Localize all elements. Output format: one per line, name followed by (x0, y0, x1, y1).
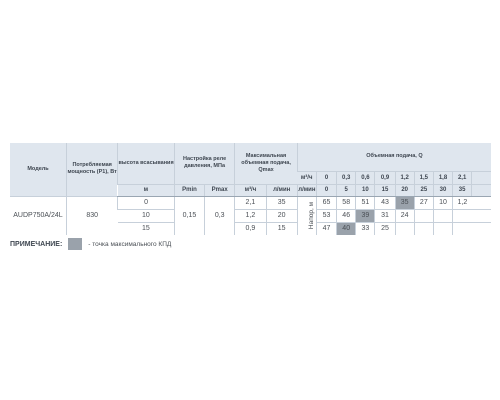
head-cell (395, 222, 414, 235)
head-cell: 1,2 (453, 196, 472, 209)
header-power: Потребляемая мощность (P1), Вт (66, 143, 117, 196)
flow-point-lmin: 5 (337, 184, 356, 196)
note (10, 238, 171, 250)
head-cell: 31 (375, 209, 395, 222)
flow-point-m3h: 1,8 (433, 171, 452, 184)
flow-point-lmin: 10 (356, 184, 375, 196)
suction-cell: 10 (118, 209, 174, 222)
flow-point-m3h: 1,2 (395, 171, 414, 184)
head-cell (433, 222, 452, 235)
head-cell: 51 (356, 196, 375, 209)
flow-point-m3h: 0,9 (375, 171, 395, 184)
head-cell: 53 (316, 209, 336, 222)
flow-point-m3h: 0 (316, 171, 336, 184)
flow-header-spacer (472, 171, 491, 184)
row-spacer (472, 209, 491, 222)
header-qmax: Максимальная объемная подача, Qmax (235, 143, 298, 184)
qmax-lmin-cell: 15 (266, 222, 297, 235)
head-cell: 47 (316, 222, 336, 235)
head-cell: 46 (337, 209, 356, 222)
flow-point-m3h: 0,3 (337, 171, 356, 184)
head-cell: 39 (356, 209, 375, 222)
flow-point-lmin: 30 (433, 184, 452, 196)
header-suction: высота всасывания (118, 143, 174, 184)
pump-spec-table (10, 143, 491, 235)
flow-point-lmin: 25 (414, 184, 433, 196)
pmin-header: Pmin (174, 184, 204, 196)
qmax-unit-lmin: л/мин (266, 184, 297, 196)
head-cell: 40 (337, 222, 356, 235)
header-model: Модель (10, 143, 66, 196)
suction-cell: 0 (118, 196, 174, 209)
suction-unit: м (118, 184, 174, 196)
qmax-m3h-cell: 0,9 (235, 222, 266, 235)
head-cell: 35 (395, 196, 414, 209)
qmax-m3h-cell: 1,2 (235, 209, 266, 222)
head-cell: 33 (356, 222, 375, 235)
head-cell (453, 209, 472, 222)
head-cell: 27 (414, 196, 433, 209)
head-cell: 10 (433, 196, 452, 209)
head-axis-label (297, 196, 316, 235)
power-cell: 830 (66, 196, 117, 235)
flow-point-lmin: 0 (316, 184, 336, 196)
suction-cell: 15 (118, 222, 174, 235)
table-row (10, 196, 491, 209)
header-flow: Объемная подача, Q (297, 143, 491, 171)
head-cell: 65 (316, 196, 336, 209)
qmax-lmin-cell: 35 (266, 196, 297, 209)
head-cell (414, 209, 433, 222)
head-cell: 25 (375, 222, 395, 235)
head-cell: 43 (375, 196, 395, 209)
head-label-text: Напор, м (307, 202, 315, 230)
qmax-lmin-cell: 20 (266, 209, 297, 222)
model-cell: AUDP750A/24L (10, 196, 66, 235)
head-cell (433, 209, 452, 222)
flow-point-m3h: 2,1 (453, 171, 472, 184)
max-efficiency-swatch (68, 238, 82, 250)
flow-point-lmin: 20 (395, 184, 414, 196)
head-cell (453, 222, 472, 235)
flow-unit-lmin: л/мин (297, 184, 316, 196)
head-cell: 24 (395, 209, 414, 222)
pmax-cell: 0,3 (205, 196, 235, 235)
pmin-cell: 0,15 (174, 196, 204, 235)
flow-point-lmin: 35 (453, 184, 472, 196)
qmax-m3h-cell: 2,1 (235, 196, 266, 209)
flow-point-lmin: 15 (375, 184, 395, 196)
flow-header-spacer (472, 184, 491, 196)
flow-point-m3h: 1,5 (414, 171, 433, 184)
head-cell: 58 (337, 196, 356, 209)
row-spacer (472, 196, 491, 209)
note-label: ПРИМЕЧАНИЕ: (10, 240, 63, 248)
note-text: - точка максимального КПД (88, 240, 172, 248)
flow-unit-m3h: м³/ч (297, 171, 316, 184)
qmax-unit-m3h: м³/ч (235, 184, 266, 196)
flow-point-m3h: 0,6 (356, 171, 375, 184)
pmax-header: Pmax (205, 184, 235, 196)
row-spacer (472, 222, 491, 235)
header-relay: Настройка реле давления, МПа (174, 143, 234, 184)
head-cell (414, 222, 433, 235)
